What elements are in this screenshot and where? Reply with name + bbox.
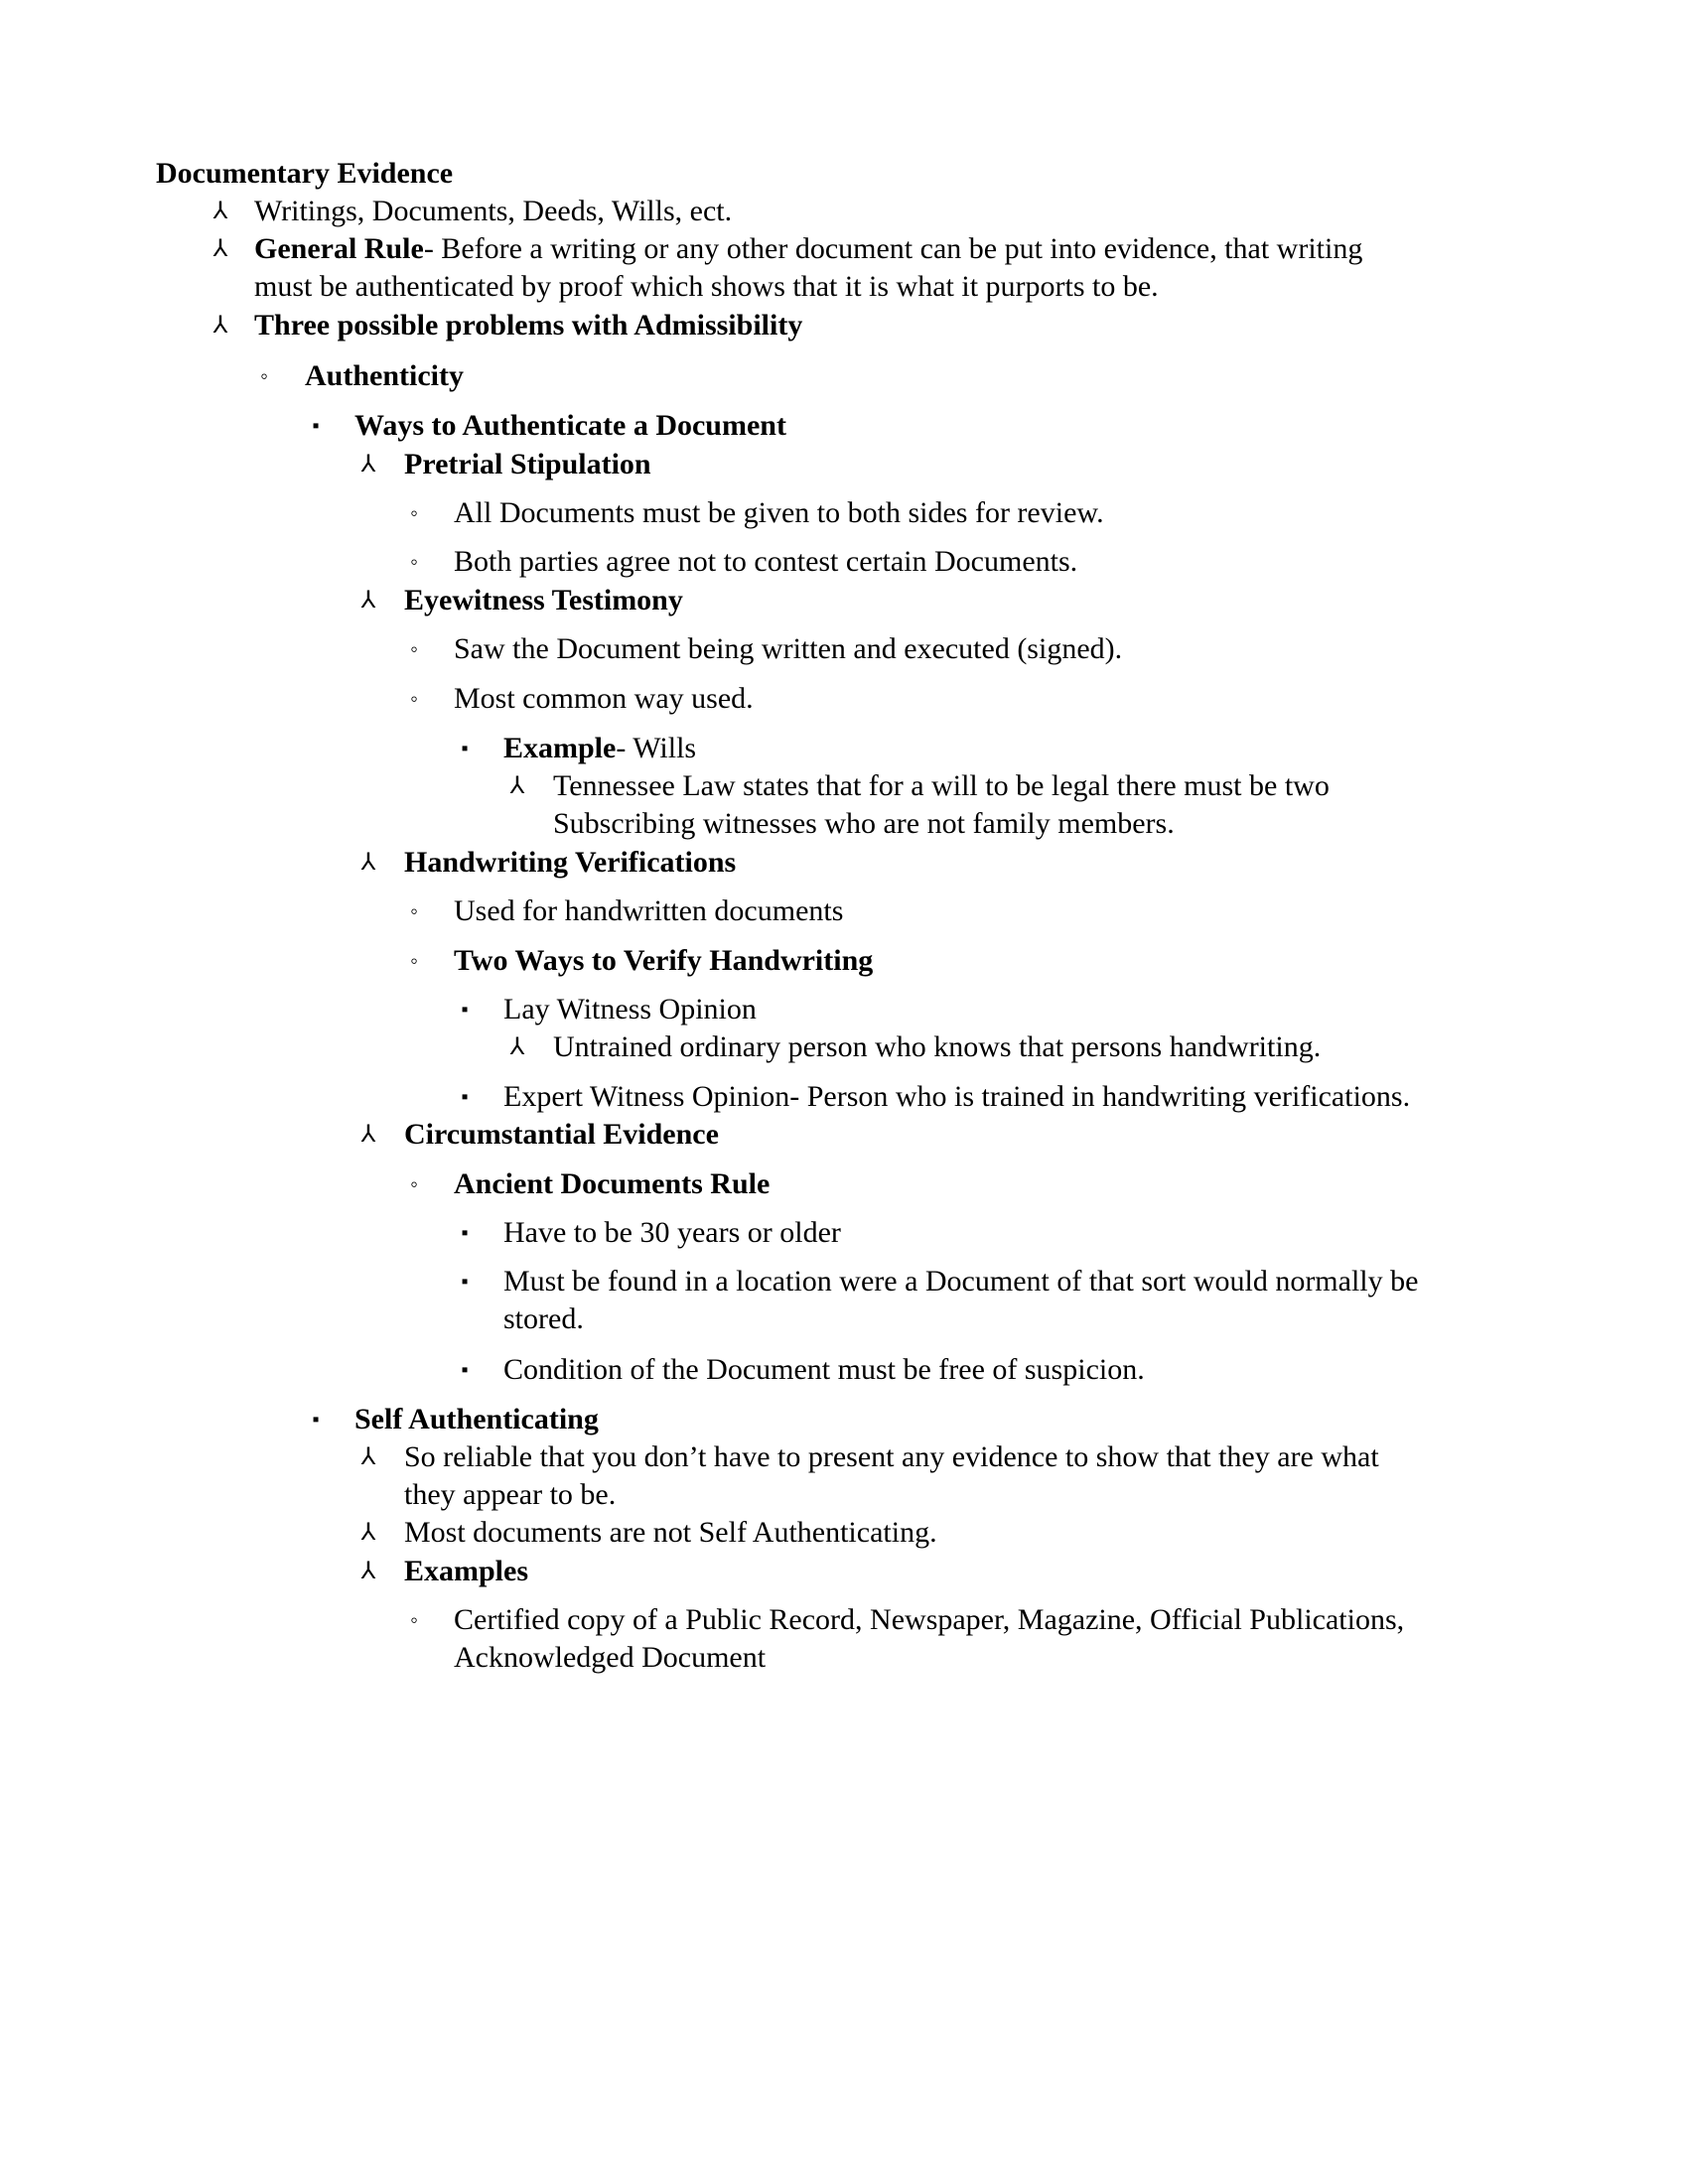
- item-must-be-found: Must be found in a location were a Document of that sort would normally be: [503, 1265, 1419, 1297]
- item-three-problems: Three possible problems with Admissibility: [254, 309, 803, 341]
- item-so-reliable-continued: they appear to be.: [404, 1478, 617, 1511]
- item-tennessee: Tennessee Law states that for a will to be legal there must be two: [553, 769, 1330, 802]
- document-title: Documentary Evidence: [156, 157, 454, 190]
- item-both-parties: Both parties agree not to contest certain Documents.: [454, 545, 1078, 578]
- item-circumstantial: Circumstantial Evidence: [404, 1118, 719, 1151]
- square-bullet-icon: ▪: [461, 999, 469, 1021]
- circle-bullet-icon: ◦: [410, 686, 418, 711]
- square-bullet-icon: ▪: [312, 1409, 320, 1431]
- square-bullet-icon: ▪: [461, 1086, 469, 1108]
- item-most-documents: Most documents are not Self Authenticating.: [404, 1516, 937, 1549]
- circle-bullet-icon: ◦: [410, 1171, 418, 1196]
- item-example: [503, 730, 696, 767]
- item-general-rule: [254, 230, 1362, 268]
- example-label: Example: [503, 732, 617, 764]
- item-tennessee-continued: Subscribing witnesses who are not family members.: [553, 807, 1175, 840]
- circle-bullet-icon: ◦: [410, 636, 418, 661]
- circle-bullet-icon: ◦: [260, 363, 268, 388]
- arrow-bullet-icon: ⅄: [509, 1034, 525, 1060]
- arrow-bullet-icon: ⅄: [509, 773, 525, 799]
- arrow-bullet-icon: ⅄: [212, 236, 228, 262]
- item-two-ways: Two Ways to Verify Handwriting: [454, 944, 874, 977]
- item-authenticity: Authenticity: [305, 359, 464, 392]
- circle-bullet-icon: ◦: [410, 1607, 418, 1632]
- item-ancient-documents: Ancient Documents Rule: [454, 1167, 771, 1200]
- item-lay-witness: Lay Witness Opinion: [503, 993, 757, 1025]
- arrow-bullet-icon: ⅄: [360, 1520, 376, 1546]
- arrow-bullet-icon: ⅄: [360, 1122, 376, 1148]
- item-examples: Examples: [404, 1555, 529, 1587]
- square-bullet-icon: ▪: [461, 1222, 469, 1244]
- arrow-bullet-icon: ⅄: [212, 313, 228, 339]
- item-all-documents: All Documents must be given to both sides for review.: [454, 496, 1104, 529]
- arrow-bullet-icon: ⅄: [360, 1559, 376, 1584]
- item-used-for-handwritten: Used for handwritten documents: [454, 894, 844, 927]
- square-bullet-icon: ▪: [312, 415, 320, 437]
- item-so-reliable: So reliable that you don’t have to present any evidence to show that they are what: [404, 1440, 1379, 1473]
- item-condition: Condition of the Document must be free of suspicion.: [503, 1353, 1145, 1386]
- item-self-authenticating: Self Authenticating: [354, 1403, 599, 1435]
- general-rule-text-continued: must be authenticated by proof which shows that it is what it purports to be.: [254, 270, 1159, 303]
- item-thirty-years: Have to be 30 years or older: [503, 1216, 841, 1249]
- circle-bullet-icon: ◦: [410, 948, 418, 973]
- arrow-bullet-icon: ⅄: [212, 199, 228, 224]
- arrow-bullet-icon: ⅄: [360, 850, 376, 876]
- general-rule-text: - Before a writing or any other document can be put into evidence, that writing: [423, 232, 1363, 265]
- general-rule-label: General Rule: [254, 232, 424, 265]
- circle-bullet-icon: ◦: [410, 500, 418, 525]
- item-must-be-found-continued: stored.: [503, 1302, 584, 1335]
- item-saw-document: Saw the Document being written and executed (signed).: [454, 632, 1123, 665]
- item-eyewitness-testimony: Eyewitness Testimony: [404, 584, 683, 616]
- arrow-bullet-icon: ⅄: [360, 1444, 376, 1470]
- item-writings: Writings, Documents, Deeds, Wills, ect.: [254, 195, 733, 227]
- item-ways-to-authenticate: Ways to Authenticate a Document: [354, 409, 786, 442]
- item-pretrial-stipulation: Pretrial Stipulation: [404, 448, 651, 480]
- item-handwriting-verifications: Handwriting Verifications: [404, 846, 737, 879]
- square-bullet-icon: ▪: [461, 1271, 469, 1293]
- item-certified-continued: Acknowledged Document: [454, 1641, 767, 1674]
- arrow-bullet-icon: ⅄: [360, 452, 376, 478]
- example-text: - Wills: [616, 732, 697, 764]
- item-most-common: Most common way used.: [454, 682, 754, 715]
- square-bullet-icon: ▪: [461, 738, 469, 759]
- item-expert-witness: Expert Witness Opinion- Person who is trained in handwriting verifications.: [503, 1080, 1411, 1113]
- item-certified: Certified copy of a Public Record, Newspaper, Magazine, Official Publications,: [454, 1603, 1405, 1636]
- circle-bullet-icon: ◦: [410, 549, 418, 574]
- item-untrained: Untrained ordinary person who knows that persons handwriting.: [553, 1030, 1322, 1063]
- square-bullet-icon: ▪: [461, 1359, 469, 1381]
- circle-bullet-icon: ◦: [410, 898, 418, 923]
- arrow-bullet-icon: ⅄: [360, 588, 376, 614]
